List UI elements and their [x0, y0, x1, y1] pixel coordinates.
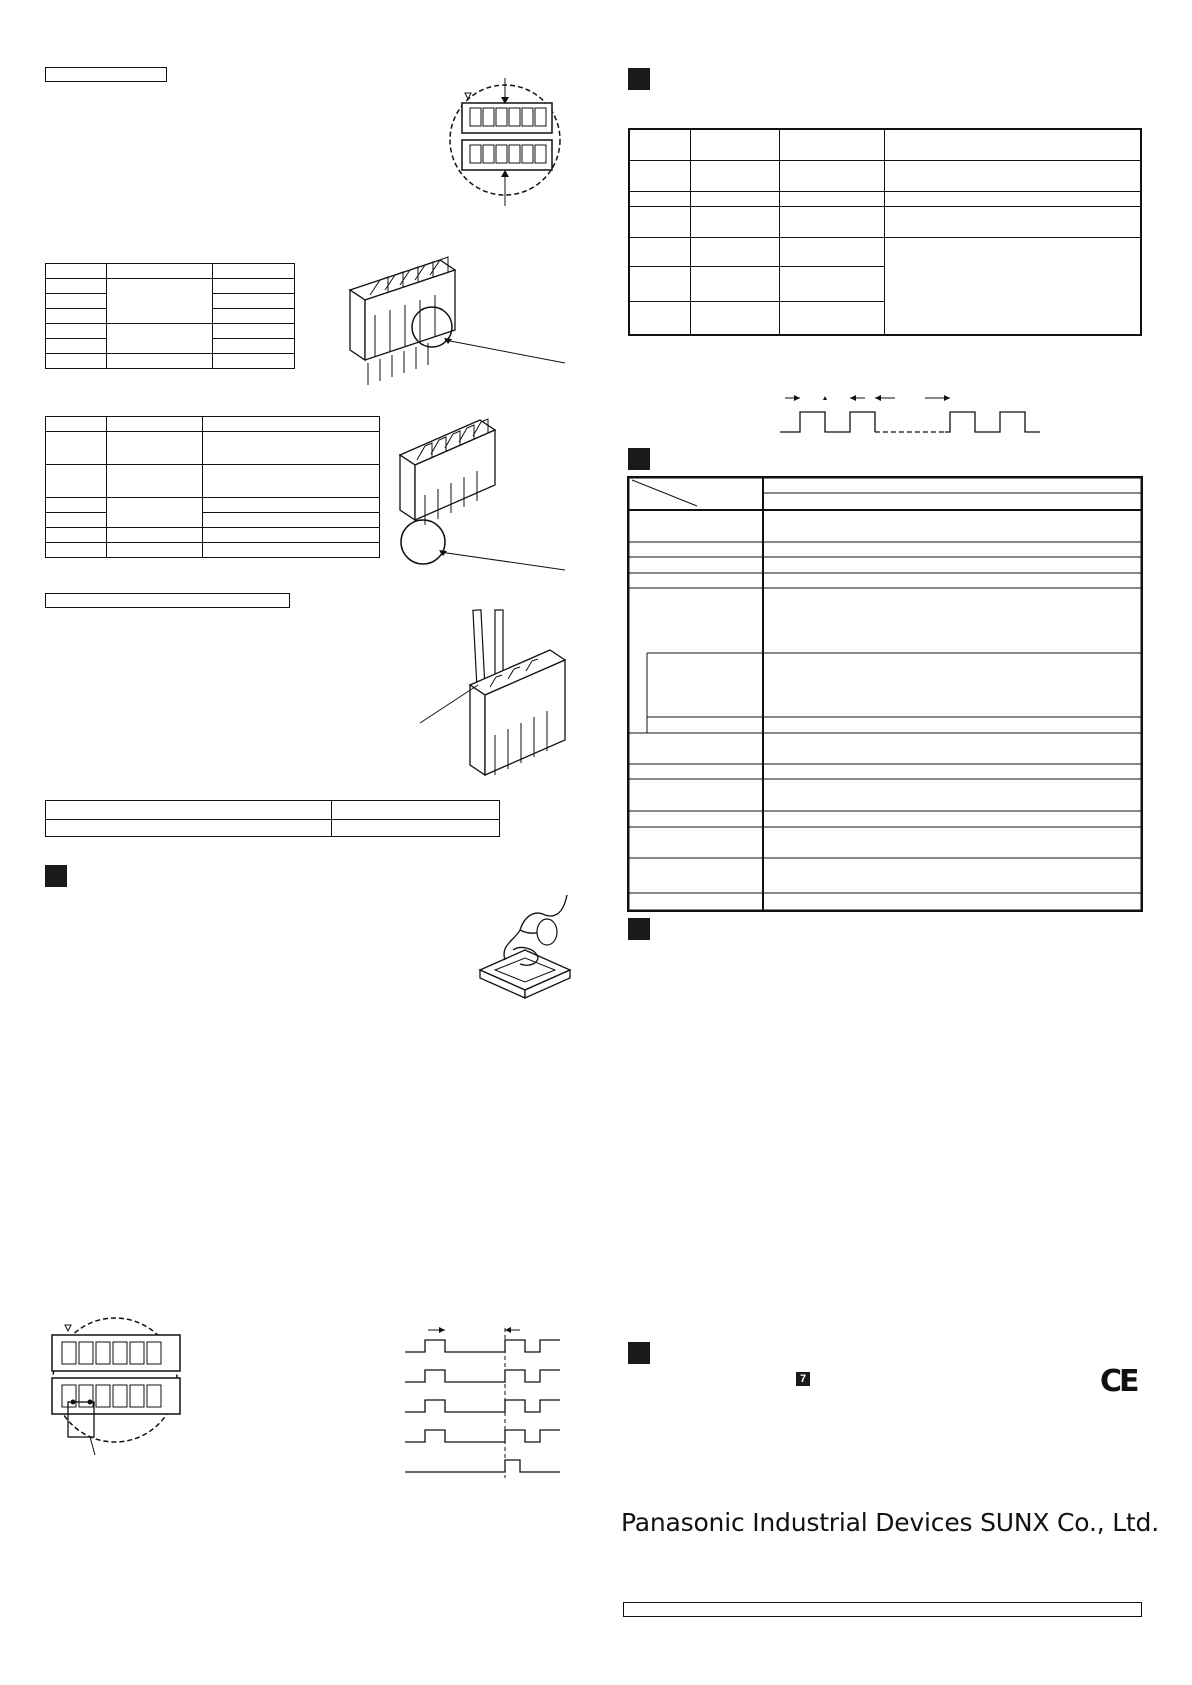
section-heading-frame — [45, 67, 167, 82]
timing-chart-bottom — [400, 1320, 570, 1480]
connector-plug-illustration-1 — [340, 255, 570, 395]
front-panel-connector-illustration — [440, 78, 580, 208]
connector-plug-illustration-2 — [395, 405, 575, 575]
front-panel-connector-illustration-2 — [40, 1310, 190, 1460]
section-marker-right-3 — [628, 918, 650, 940]
wiring-screwdriver-illustration — [420, 605, 585, 780]
pin-assignment-table-2 — [45, 416, 380, 558]
wiring-heading-frame — [45, 593, 290, 608]
ce-mark: CE — [1100, 1364, 1137, 1399]
output-spec-table — [628, 128, 1142, 336]
company-name: Panasonic Industrial Devices SUNX Co., Ltd. — [621, 1508, 1159, 1537]
section-marker-left-1 — [45, 865, 67, 887]
section-marker-right-1 — [628, 68, 650, 90]
footer-frame — [623, 1602, 1142, 1617]
specifications-table — [627, 476, 1143, 912]
hand-press-illustration — [475, 890, 575, 1000]
section-marker-right-4 — [628, 1342, 650, 1364]
category-badge: 7 — [796, 1372, 810, 1386]
section-marker-right-2 — [628, 448, 650, 470]
pulse-waveform-diagram — [775, 390, 1045, 440]
applicable-wire-table — [45, 800, 500, 837]
pin-assignment-table-1 — [45, 263, 295, 369]
